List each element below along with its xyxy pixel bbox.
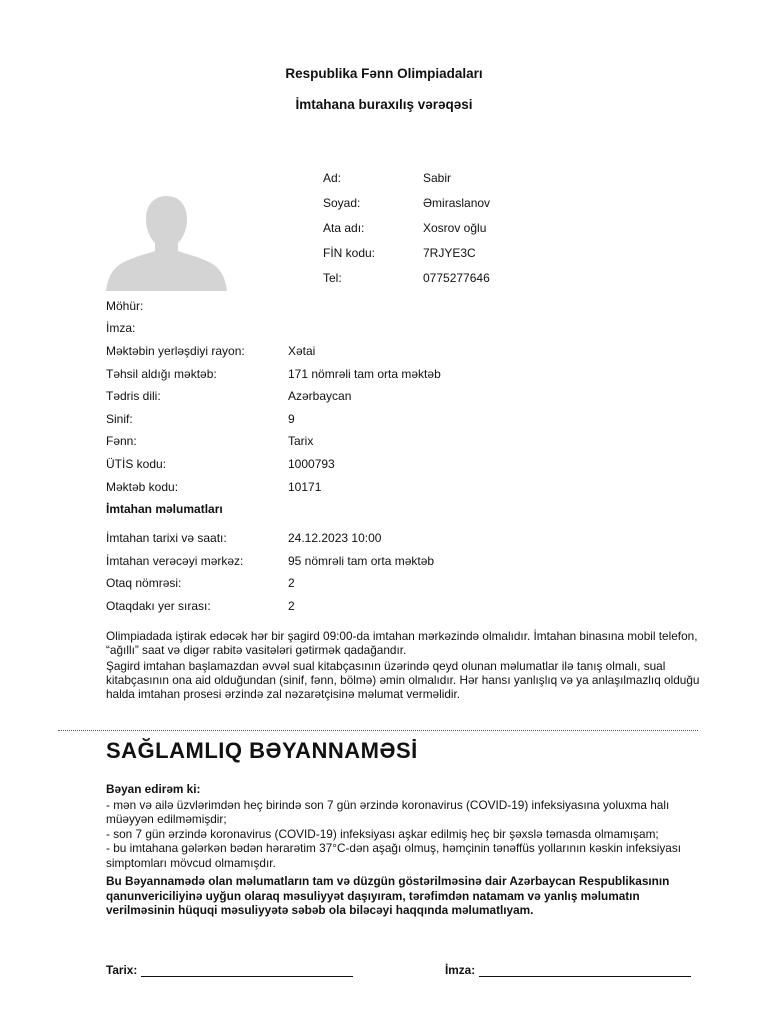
field-value: 7RJYE3C	[423, 246, 476, 260]
signature-line	[445, 963, 691, 977]
field-value: Xosrov oğlu	[423, 221, 487, 235]
field-label: İmtahan verəcəyi mərkəz:	[106, 553, 244, 568]
document-title: Respublika Fənn Olimpiadaları	[285, 66, 483, 81]
stamp-label: Möhür:	[106, 299, 144, 313]
declaration-item: - bu imtahana gələrkən bədən hərarətim 37°C-dən aşağı olmuş, həmçinin tənəffüs yollarının kəskin infeksiyası simptomları mövcud olmamışdır.	[106, 841, 681, 870]
field-label: Tel:	[323, 271, 342, 285]
field-label: Sinif:	[106, 411, 133, 426]
field-label: Otaq nömrəsi:	[106, 576, 182, 591]
school-row	[106, 388, 352, 411]
field-label: Ad:	[323, 171, 342, 185]
school-row	[106, 343, 316, 366]
exam-rules	[106, 629, 706, 703]
field-label: Təhsil aldığı məktəb:	[106, 366, 217, 381]
declaration-title: SAĞLAMLIQ BƏYANNAMƏSİ	[106, 738, 418, 763]
date-signature-line	[106, 963, 353, 977]
signature-label: İmza:	[106, 321, 136, 335]
date-blank-line[interactable]	[141, 964, 353, 977]
field-label: Tədris dili:	[106, 389, 161, 404]
date-label: Tarix:	[106, 963, 138, 977]
field-value: Əmiraslanov	[423, 196, 491, 210]
field-value: Xətai	[288, 344, 316, 358]
school-row	[106, 411, 295, 434]
field-value: 10171	[288, 479, 322, 494]
rules-paragraph: Şagird imtahan başlamazdan əvvəl sual kitabçasının üzərində qeyd olunan məlumatlar ilə tanış olmalı, sual kitabçasının ona aid olduğundan (sinif, fənn, bölmə) əmin olmalıdır. Hər hansı yanlışlıq və ya anlaşılmazlıq olduğu halda imtahan prosesi ərzində zal nəzarətçisinə məlumat verməlidir.	[106, 659, 700, 701]
field-value: 1000793	[288, 456, 335, 471]
dotted-divider	[58, 730, 698, 731]
field-label: ÜTİS kodu:	[106, 456, 167, 471]
field-value: 95 nömrəli tam orta məktəb	[288, 553, 435, 568]
field-value: Azərbaycan	[288, 389, 352, 404]
signature-blank-line[interactable]	[479, 964, 691, 977]
sign-label: İmza:	[445, 963, 476, 977]
school-row	[106, 366, 441, 389]
exam-section-heading: İmtahan məlumatları	[106, 502, 223, 517]
field-label: Otaqdakı yer sırası:	[106, 598, 211, 613]
rules-paragraph: Olimpiadada iştirak edəcək hər bir şagird 09:00-da imtahan mərkəzində olmalıdır. İmtahan binasına mobil telefon, “ağıllı” saat və digər rabitə vasitələri gətirmək qadağandır.	[106, 629, 698, 657]
field-value: Tarix	[288, 434, 314, 449]
declaration-item: - mən və ailə üzvlərimdən heç birində son 7 gün ərzində koronavirus (COVID-19) infeksiyasına yoluxma halı müəyyən edilməmişdir;	[106, 797, 670, 826]
field-label: Ata adı:	[323, 221, 365, 235]
person-silhouette-icon	[106, 192, 227, 291]
field-label: Məktəb kodu:	[106, 479, 179, 494]
field-value: 0775277646	[423, 271, 490, 285]
declaration-item: - son 7 gün ərzində koronavirus (COVID-19) infeksiyası aşkar edilmiş heç bir şəxslə təmasda olmamışam;	[106, 826, 659, 841]
field-label: Soyad:	[323, 196, 361, 210]
school-row	[106, 479, 322, 502]
field-value: 2	[288, 576, 295, 591]
field-value: Sabir	[423, 171, 452, 185]
field-label: FİN kodu:	[323, 246, 376, 260]
declaration-statement: Bu Bəyannamədə olan məlumatların tam və düzgün göstərilməsinə dair Azərbaycan Respublikasının qanunvericiliyinə uyğun olaraq məsuliyyət daşıyıram, tərəfimdən natamam və yanlış məlumatın verilməsinin hüquqi məsuliyyətə səbəb ola biləcəyi haqqında məlumatlıyam.	[106, 874, 670, 917]
field-value: 2	[288, 598, 295, 613]
school-row	[106, 456, 335, 479]
school-row	[106, 433, 314, 456]
field-label: İmtahan tarixi və saatı:	[106, 531, 227, 545]
field-value: 171 nömrəli tam orta məktəb	[288, 366, 441, 381]
field-label: Məktəbin yerləşdiyi rayon:	[106, 344, 245, 358]
health-declaration	[106, 782, 706, 918]
field-value: 24.12.2023 10:00	[288, 531, 382, 545]
declaration-intro: Bəyan edirəm ki:	[106, 782, 201, 796]
school-info	[106, 343, 441, 528]
field-label: Fənn:	[106, 434, 137, 449]
student-photo-placeholder	[106, 192, 227, 291]
field-value: 9	[288, 411, 295, 426]
document-subtitle: İmtahana buraxılış vərəqəsi	[295, 97, 473, 112]
